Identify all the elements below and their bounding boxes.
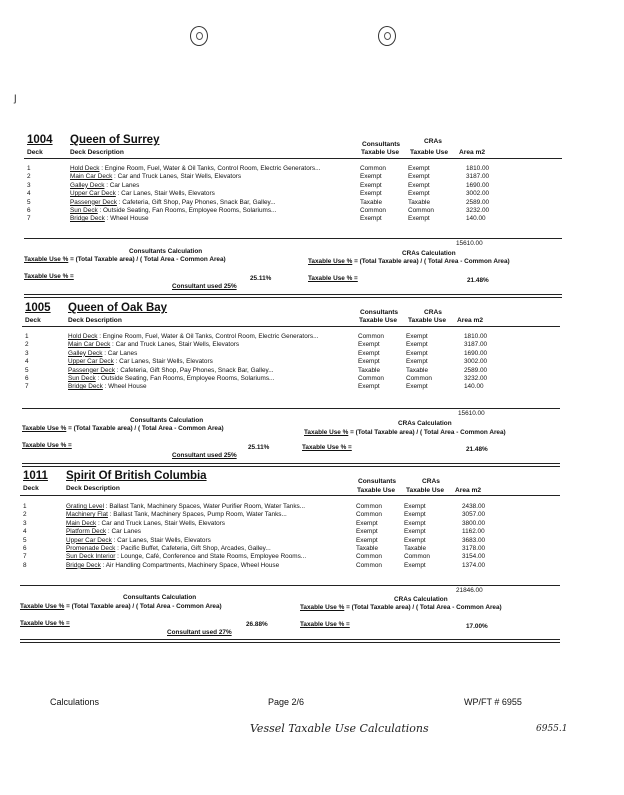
cras-result-value: 21.48% [467, 277, 489, 284]
consultants-use: Exempt [358, 349, 380, 357]
consultants-use: Exempt [356, 536, 378, 544]
cras-use: Common [408, 206, 434, 214]
table-row [20, 528, 560, 536]
vessel-name: Queen of Surrey [70, 134, 160, 146]
deck-number: 3 [23, 519, 27, 527]
deck-table [24, 165, 562, 224]
consultants-use: Common [356, 503, 382, 510]
table-row [24, 173, 562, 181]
table-row [24, 199, 562, 207]
consultants-result-label: Taxable Use % = [24, 273, 74, 280]
cras-calc-title: CRAs Calculation [398, 420, 452, 427]
deck-area: 1810.00 [466, 165, 490, 172]
vessel-header [24, 134, 562, 159]
table-row [20, 545, 560, 553]
deck-area: 2589.00 [464, 366, 488, 374]
consultants-use: Common [356, 511, 382, 519]
deck-detail: : Pacific Buffet, Cafeteria, Gift Shop, Arcades, Galley... [115, 544, 271, 552]
deck-area: 3232.00 [466, 206, 490, 214]
deck-name: Galley Deck [68, 349, 103, 357]
deck-detail: : Car Lanes, Stair Wells, Elevators [115, 190, 215, 198]
deck-name: Upper Car Deck [68, 358, 114, 366]
deck-description [68, 350, 137, 357]
deck-detail: : Cafeteria, Gift Shop, Pay Phones, Snack Bar, Galley... [116, 198, 276, 206]
total-area: 15610.00 [456, 240, 483, 247]
cras-calc-title: CRAs Calculation [394, 596, 448, 603]
cras-use: Taxable [406, 366, 429, 374]
section-divider [20, 639, 560, 643]
deck-description [70, 190, 215, 197]
deck-name: Upper Car Deck [70, 190, 116, 198]
consultant-used: Consultant used 25% [172, 283, 237, 290]
deck-description [68, 375, 274, 382]
cras-use: Exempt [404, 561, 426, 569]
cras-use: Exempt [406, 333, 428, 340]
binder-hole-right-icon [378, 26, 396, 46]
deck-number: 2 [27, 173, 31, 181]
deck-description [70, 215, 149, 222]
deck-number: 6 [27, 206, 31, 214]
vessel-id: 1005 [25, 302, 51, 314]
consultants-use: Common [358, 333, 384, 340]
formula-label: Taxable Use % [304, 429, 349, 436]
cras-calc-title: CRAs Calculation [402, 250, 456, 257]
vessel-name: Spirit Of British Columbia [66, 470, 207, 482]
cras-use: Exempt [406, 358, 428, 366]
cras-use: Exempt [404, 511, 426, 519]
binder-hole-left-icon [190, 26, 208, 46]
deck-number: 1 [25, 333, 29, 340]
deck-description [66, 553, 306, 560]
deck-name: Platform Deck [66, 528, 107, 536]
consultants-taxable-use-header: Taxable Use [361, 149, 399, 156]
deck-column-header: Deck [23, 485, 39, 492]
cras-use: Taxable [408, 198, 431, 206]
deck-detail: : Car Lanes [106, 528, 141, 536]
area-column-header: Area m2 [457, 317, 484, 324]
deck-number: 6 [23, 544, 27, 552]
table-row [24, 182, 562, 190]
consultants-use: Exempt [358, 383, 380, 391]
formula-text: = (Total Taxable area) / ( Total Area - Common Area) [64, 603, 222, 610]
consultants-formula [24, 256, 226, 263]
deck-description [66, 520, 225, 527]
consultants-use: Exempt [360, 173, 382, 181]
pen-mark: ȷ [14, 90, 17, 104]
deck-area: 3187.00 [466, 173, 490, 181]
description-column-header: Deck Description [68, 317, 122, 324]
table-row [22, 341, 560, 349]
formula-label: Taxable Use % [24, 256, 69, 263]
cras-use: Exempt [404, 519, 426, 527]
deck-description [66, 537, 211, 544]
deck-number: 7 [27, 215, 31, 223]
deck-number: 2 [25, 341, 29, 349]
table-row [20, 520, 560, 528]
consultants-use: Common [360, 206, 386, 214]
deck-number: 6 [25, 374, 29, 382]
consultants-use: Common [356, 553, 382, 561]
deck-area: 2589.00 [466, 198, 490, 206]
table-row [22, 383, 560, 391]
table-row [22, 333, 560, 341]
consultants-result-label: Taxable Use % = [22, 442, 72, 449]
deck-description [66, 528, 141, 535]
deck-detail: : Engine Room, Fuel, Water & Oil Tanks, Control Room, Electric Generators... [99, 165, 321, 172]
section-divider [24, 294, 562, 298]
table-row [20, 562, 560, 570]
cras-formula [304, 429, 506, 436]
cras-result-value: 21.48% [466, 446, 488, 453]
table-row [22, 375, 560, 383]
deck-name: Grating Level [66, 503, 105, 510]
table-row [20, 537, 560, 545]
deck-number: 3 [25, 349, 29, 357]
deck-name: Hold Deck [68, 333, 98, 340]
cras-use: Exempt [408, 165, 430, 172]
table-row [24, 190, 562, 198]
deck-area: 140.00 [466, 215, 486, 223]
deck-number: 3 [27, 181, 31, 189]
consultants-result-label: Taxable Use % = [20, 620, 70, 627]
deck-number: 1 [27, 165, 31, 172]
cras-use: Exempt [406, 341, 428, 349]
consultants-calc-title: Consultants Calculation [130, 417, 204, 424]
deck-description [68, 358, 213, 365]
consultants-use: Exempt [356, 528, 378, 536]
deck-area: 3232.00 [464, 374, 488, 382]
consultants-use: Taxable [360, 198, 383, 206]
deck-name: Sun Deck Interior [66, 553, 116, 561]
deck-name: Galley Deck [70, 181, 105, 189]
consultants-formula [22, 425, 224, 432]
consultants-result-value: 25.11% [248, 444, 270, 451]
deck-area: 3187.00 [464, 341, 488, 349]
consultants-use: Common [358, 374, 384, 382]
vessel-section-1005 [22, 302, 560, 459]
total-rule [20, 585, 560, 586]
cras-use: Exempt [408, 215, 430, 223]
handwritten-number: 6955.1 [536, 724, 568, 734]
deck-area: 3002.00 [464, 358, 488, 366]
consultants-use: Exempt [360, 215, 382, 223]
deck-detail: : Outside Seating, Fan Rooms, Employee Rooms, Solariums... [97, 206, 277, 214]
formula-text: = (Total Taxable area) / ( Total Area - Common Area) [66, 425, 224, 432]
deck-name: Sun Deck [70, 206, 98, 214]
deck-description [66, 562, 279, 569]
cras-result-label: Taxable Use % = [308, 275, 358, 282]
deck-name: Main Car Deck [68, 341, 111, 349]
cras-use: Exempt [408, 181, 430, 189]
formula-label: Taxable Use % [308, 258, 353, 265]
deck-area: 3800.00 [462, 519, 486, 527]
deck-area: 3178.00 [462, 544, 486, 552]
deck-name: Sun Deck [68, 374, 96, 382]
description-column-header: Deck Description [66, 485, 120, 492]
deck-name: Bridge Deck [66, 561, 101, 569]
cras-taxable-use-header: Taxable Use [406, 487, 444, 494]
deck-number: 5 [23, 536, 27, 544]
deck-area: 3002.00 [466, 190, 490, 198]
total-area: 21846.00 [456, 587, 483, 594]
deck-description [66, 503, 305, 510]
header-rule [22, 326, 560, 327]
deck-detail: : Car Lanes, Stair Wells, Elevators [113, 358, 213, 366]
deck-column-header: Deck [25, 317, 41, 324]
cras-formula [300, 604, 502, 611]
cras-use: Exempt [408, 190, 430, 198]
deck-name: Main Deck [66, 519, 97, 527]
consultants-use: Exempt [356, 519, 378, 527]
deck-detail: : Lounge, Café, Conference and State Rooms, Employee Rooms... [115, 553, 307, 561]
consultant-used: Consultant used 25% [172, 452, 237, 459]
deck-description [70, 165, 320, 172]
consultants-use: Taxable [356, 544, 379, 552]
table-row [24, 215, 562, 223]
deck-number: 7 [25, 383, 29, 391]
table-row [20, 511, 560, 519]
deck-detail: : Car and Truck Lanes, Stair Wells, Elevators [112, 173, 242, 181]
deck-detail: : Wheel House [104, 215, 149, 223]
cras-use: Exempt [408, 173, 430, 181]
cras-formula [308, 258, 510, 265]
total-rule [22, 408, 560, 409]
deck-name: Machinery Flat [66, 511, 108, 519]
consultants-taxable-use-header: Taxable Use [357, 487, 395, 494]
deck-description [66, 545, 271, 552]
consultants-use: Common [356, 561, 382, 569]
cras-result-value: 17.00% [466, 623, 488, 630]
deck-name: Promenade Deck [66, 544, 116, 552]
deck-description [70, 199, 276, 206]
deck-description [68, 341, 239, 348]
vessel-header [20, 470, 560, 495]
cras-use: Exempt [406, 383, 428, 391]
deck-detail: : Wheel House [102, 383, 147, 391]
deck-description [70, 182, 139, 189]
vessel-section-1004 [24, 134, 562, 290]
deck-description [68, 383, 147, 390]
deck-number: 8 [23, 561, 27, 569]
vessel-id: 1004 [27, 134, 53, 146]
deck-name: Main Car Deck [70, 173, 113, 181]
cras-header: CRAs [424, 309, 442, 316]
consultants-use: Exempt [360, 181, 382, 189]
deck-table [20, 503, 560, 570]
consultants-use: Exempt [358, 358, 380, 366]
table-row [22, 358, 560, 366]
cras-result-label: Taxable Use % = [302, 444, 352, 451]
deck-area: 3683.00 [462, 536, 486, 544]
deck-description [68, 367, 274, 374]
deck-number: 1 [23, 503, 27, 510]
formula-text: = (Total Taxable area) / ( Total Area - Common Area) [344, 604, 502, 611]
deck-area: 1690.00 [466, 181, 490, 189]
deck-detail: : Ballast Tank, Machinery Spaces, Pump Room, Water Tanks... [107, 511, 287, 519]
header-rule [20, 495, 560, 496]
deck-name: Upper Car Deck [66, 536, 112, 544]
formula-label: Taxable Use % [20, 603, 65, 610]
consultants-use: Common [360, 165, 386, 172]
deck-number: 5 [27, 198, 31, 206]
formula-label: Taxable Use % [22, 425, 67, 432]
formula-text: = (Total Taxable area) / ( Total Area - Common Area) [352, 258, 510, 265]
deck-area: 3057.00 [462, 511, 486, 519]
vessel-id: 1011 [23, 470, 48, 482]
cras-use: Common [406, 374, 432, 382]
deck-detail: : Car and Truck Lanes, Stair Wells, Elevators [110, 341, 240, 349]
deck-detail: : Air Handling Compartments, Machinery Space, Wheel House [100, 561, 280, 569]
cras-header: CRAs [422, 478, 440, 485]
deck-number: 5 [25, 366, 29, 374]
deck-area: 1810.00 [464, 333, 488, 340]
cras-use: Taxable [404, 544, 427, 552]
cras-taxable-use-header: Taxable Use [408, 317, 446, 324]
consultants-result-value: 26.88% [246, 621, 268, 628]
deck-description [66, 511, 287, 518]
consultants-use: Exempt [360, 190, 382, 198]
table-row [22, 350, 560, 358]
table-row [22, 367, 560, 375]
cras-use: Exempt [404, 528, 426, 536]
deck-name: Hold Deck [70, 165, 100, 172]
table-row [20, 553, 560, 561]
total-area: 15610.00 [458, 410, 485, 417]
consultant-used: Consultant used 27% [167, 629, 232, 636]
area-column-header: Area m2 [455, 487, 482, 494]
consultants-header: Consultants [360, 309, 399, 316]
consultants-header: Consultants [358, 478, 397, 485]
deck-number: 7 [23, 553, 27, 561]
deck-detail: : Engine Room, Fuel, Water & Oil Tanks, Control Room, Electric Generators... [97, 333, 319, 340]
deck-name: Passenger Deck [70, 198, 117, 206]
table-row [24, 165, 562, 173]
cras-use: Exempt [404, 536, 426, 544]
consultants-use: Taxable [358, 366, 381, 374]
vessel-name: Queen of Oak Bay [68, 302, 168, 314]
consultants-result-value: 25.11% [250, 275, 272, 282]
deck-detail: : Outside Seating, Fan Rooms, Employee Rooms, Solariums... [95, 374, 275, 382]
deck-table [22, 333, 560, 392]
deck-number: 4 [27, 190, 31, 198]
consultants-formula [20, 603, 222, 610]
deck-detail: : Cafeteria, Gift Shop, Pay Phones, Snack Bar, Galley... [114, 366, 274, 374]
deck-area: 1374.00 [462, 561, 486, 569]
deck-name: Bridge Deck [70, 215, 105, 223]
total-rule [24, 238, 562, 239]
footer-reference: WP/FT # 6955 [464, 697, 522, 707]
deck-description [68, 333, 318, 340]
description-column-header: Deck Description [70, 149, 124, 156]
consultants-header: Consultants [362, 141, 401, 148]
deck-number: 4 [23, 528, 27, 536]
handwritten-note: Vessel Taxable Use Calculations [250, 722, 429, 735]
deck-detail: : Car Lanes, Stair Wells, Elevators [111, 536, 211, 544]
cras-taxable-use-header: Taxable Use [410, 149, 448, 156]
consultants-calc-title: Consultants Calculation [129, 248, 203, 255]
vessel-section-1011 [20, 470, 560, 636]
consultants-taxable-use-header: Taxable Use [359, 317, 397, 324]
deck-area: 1690.00 [464, 349, 488, 357]
deck-detail: : Car Lanes [104, 181, 140, 189]
header-rule [24, 158, 562, 159]
formula-text: = (Total Taxable area) / ( Total Area - Common Area) [68, 256, 226, 263]
area-column-header: Area m2 [459, 149, 486, 156]
deck-area: 2438.00 [462, 503, 486, 510]
cras-header: CRAs [424, 138, 442, 145]
deck-description [70, 173, 241, 180]
deck-column-header: Deck [27, 149, 43, 156]
cras-use: Exempt [404, 503, 426, 510]
formula-label: Taxable Use % [300, 604, 345, 611]
deck-detail: : Car and Truck Lanes, Stair Wells, Elevators [96, 519, 225, 527]
section-divider [22, 463, 560, 467]
cras-use: Exempt [406, 349, 428, 357]
consultants-use: Exempt [358, 341, 380, 349]
deck-description [70, 207, 276, 214]
cras-result-label: Taxable Use % = [300, 621, 350, 628]
deck-area: 1162.00 [462, 528, 485, 536]
deck-name: Passenger Deck [68, 366, 115, 374]
deck-number: 2 [23, 511, 27, 519]
table-row [24, 207, 562, 215]
footer-left: Calculations [50, 697, 100, 707]
deck-area: 140.00 [464, 383, 484, 391]
formula-text: = (Total Taxable area) / ( Total Area - Common Area) [348, 429, 506, 436]
deck-detail: : Car Lanes [102, 349, 138, 357]
deck-detail: : Ballast Tank, Machinery Spaces, Water Purifier Room, Water Tanks... [104, 503, 306, 510]
deck-number: 4 [25, 358, 29, 366]
table-row [20, 503, 560, 511]
vessel-header [22, 302, 560, 327]
deck-area: 3154.00 [462, 553, 486, 561]
page-number: Page 2/6 [268, 697, 305, 707]
deck-name: Bridge Deck [68, 383, 103, 391]
consultants-calc-title: Consultants Calculation [123, 594, 197, 601]
cras-use: Common [404, 553, 430, 561]
